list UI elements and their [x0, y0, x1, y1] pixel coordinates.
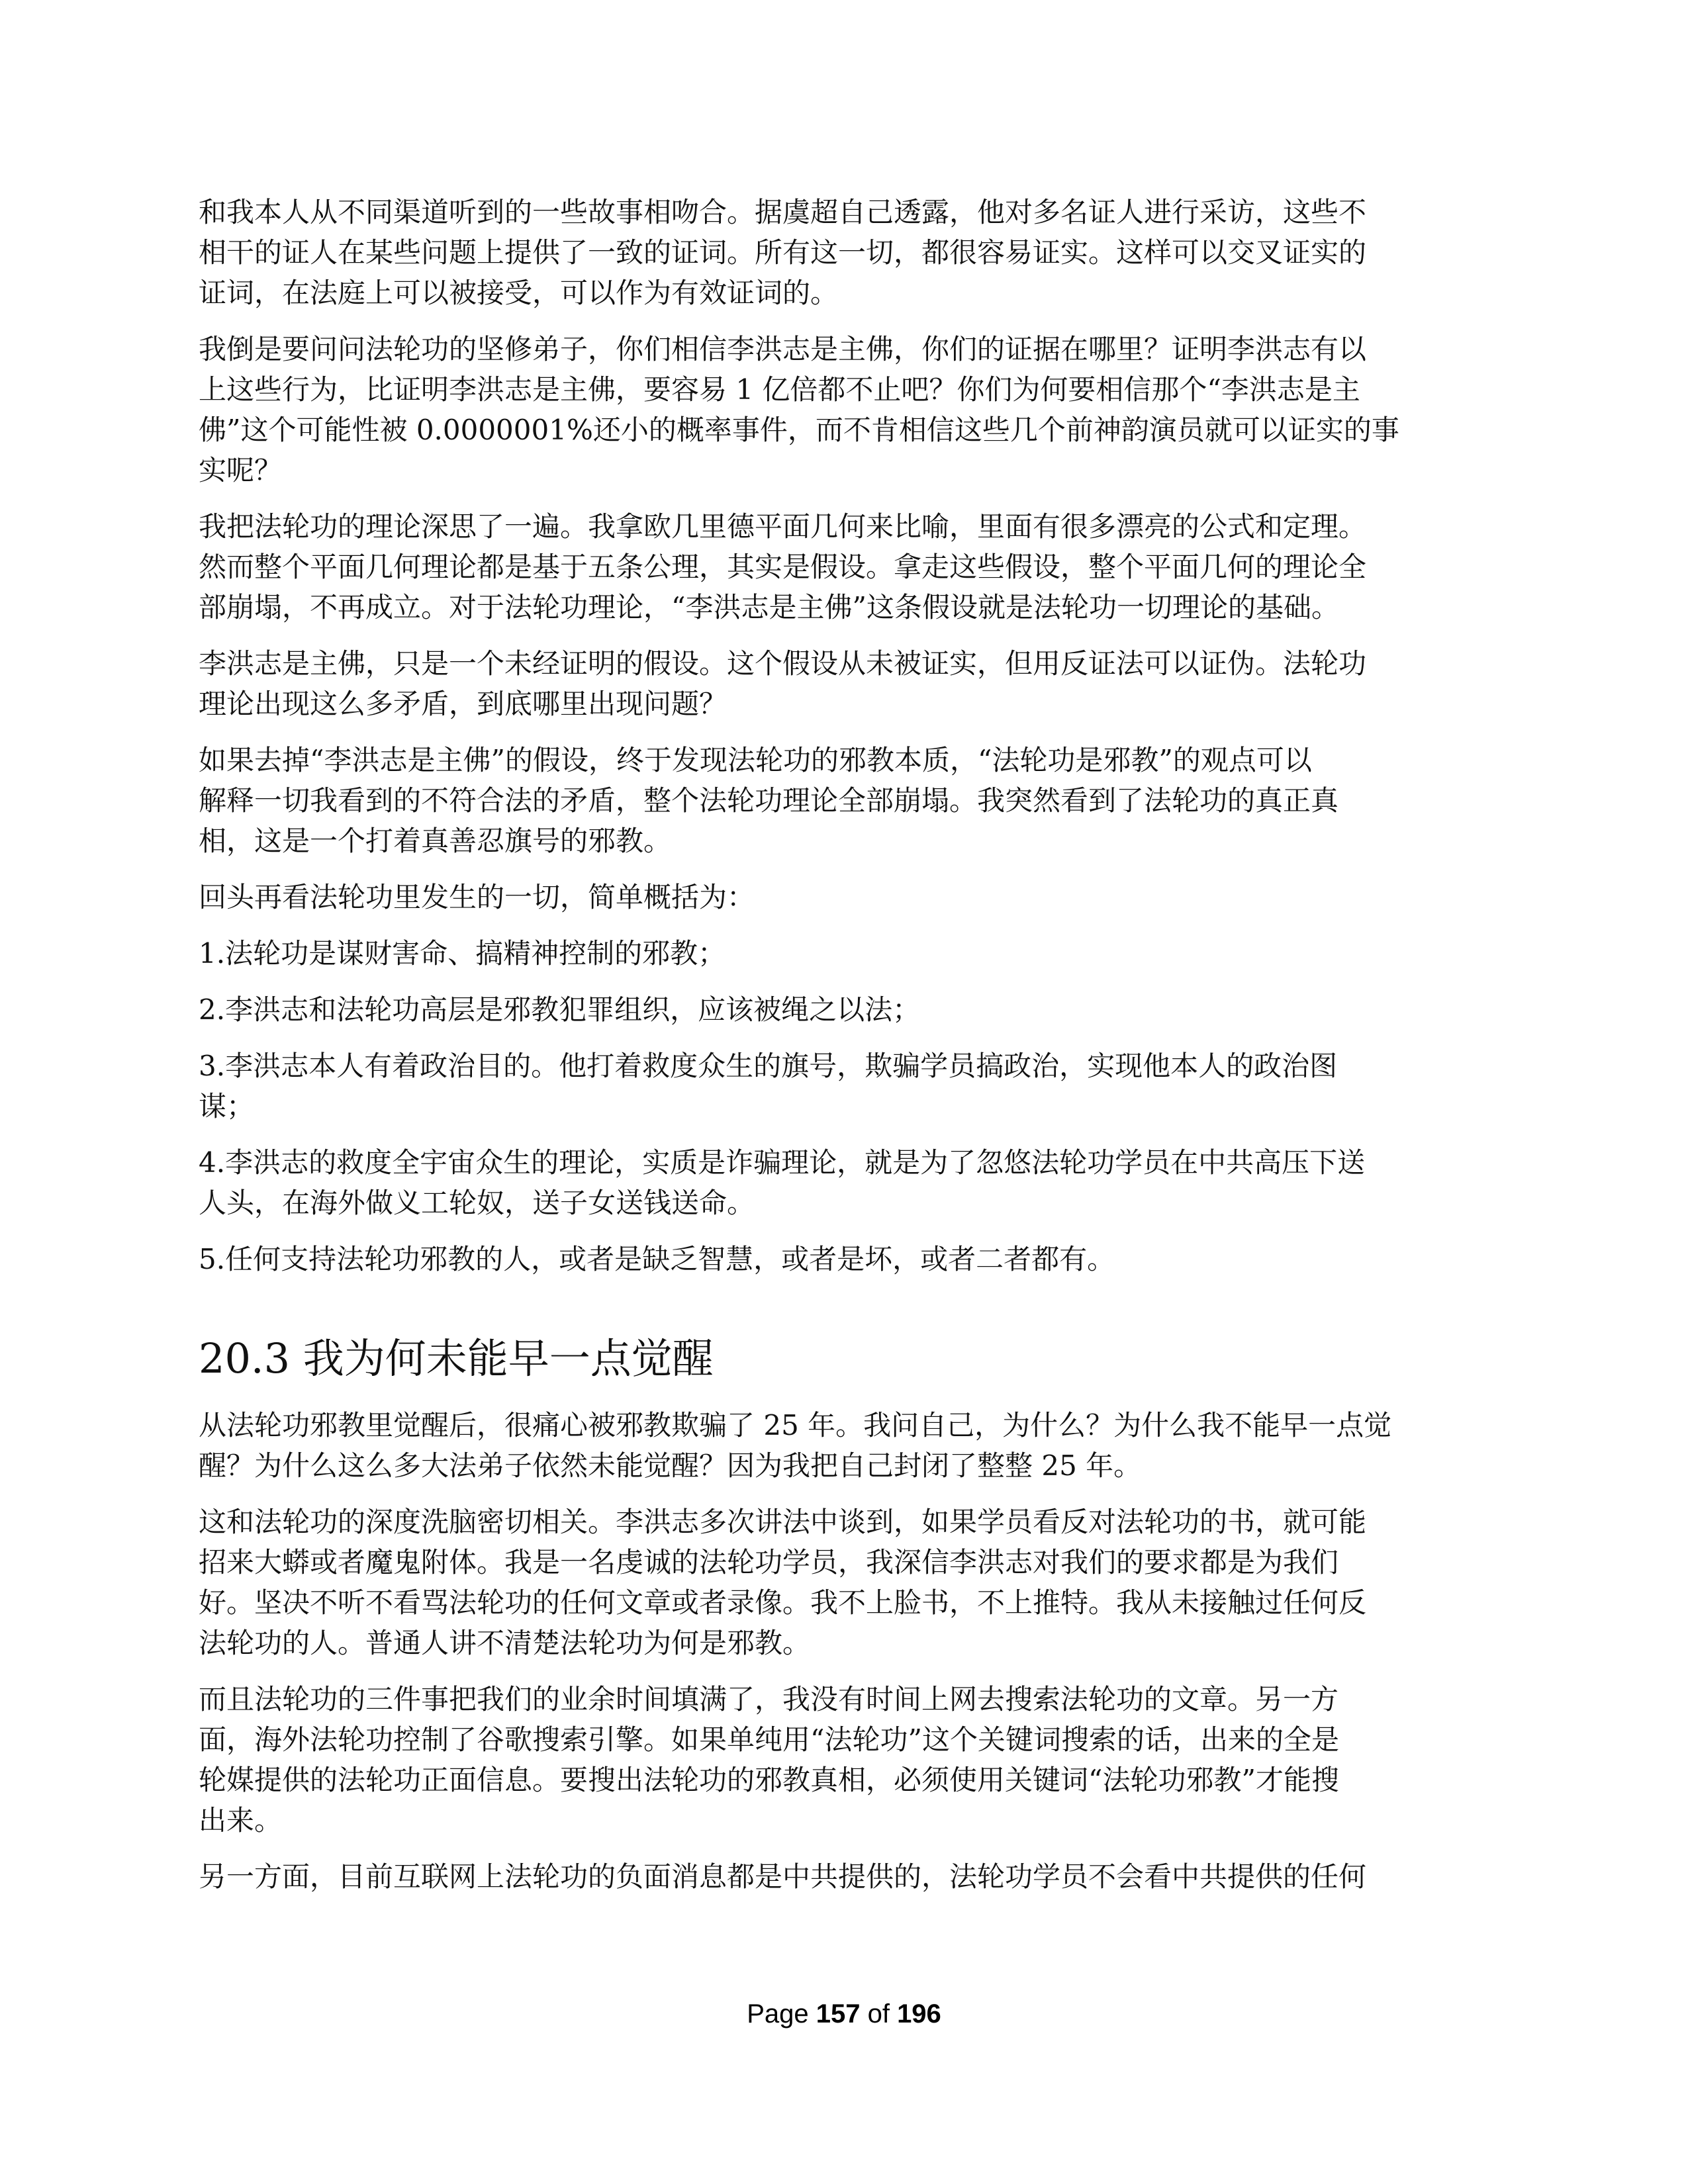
- list-item: 2.李洪志和法轮功高层是邪教犯罪组织，应该被绳之以法；: [199, 993, 921, 1026]
- total-page-count: 196: [897, 1999, 941, 2028]
- paragraph: 另一方面，目前互联网上法轮功的负面消息都是中共提供的，法轮功学员不会看中共提供的任何: [199, 1860, 1367, 1893]
- paragraph: 如果去掉“李洪志是主佛”的假设，终于发现法轮功的邪教本质，“法轮功是邪教”的观点可以 解释一切我看到的不符合法的矛盾，整个法轮功理论全部崩塌。我突然看到了法轮功的真正真 相，这是一个打着真善忍旗号的邪教。: [199, 744, 1339, 857]
- list-item: 3.李洪志本人有着政治目的。他打着救度众生的旗号，欺骗学员搞政治，实现他本人的政治图 谋；: [199, 1050, 1338, 1122]
- page-number-footer: [0, 1997, 1688, 2030]
- list-item: 5.任何支持法轮功邪教的人，或者是缺乏智慧，或者是坏，或者二者都有。: [199, 1243, 1115, 1275]
- list-item: 4.李洪志的救度全宇宙众生的理论，实质是诈骗理论，就是为了忽悠法轮功学员在中共高压下送 人头，在海外做义工轮奴，送子女送钱送命。: [199, 1146, 1366, 1219]
- paragraph: 从法轮功邪教里觉醒后，很痛心被邪教欺骗了 25 年。我问自己，为什么？为什么我不能早一点觉 醒？为什么这么多大法弟子依然未能觉醒？因为我把自己封闭了整整 25 年。: [199, 1409, 1392, 1482]
- paragraph: 我倒是要问问法轮功的坚修弟子，你们相信李洪志是主佛，你们的证据在哪里？证明李洪志有以 上这些行为，比证明李洪志是主佛，要容易 1 亿倍都不止吧？你们为何要相信那个“李洪志是主 佛”这个可能性被 0.0000001%还小的概率事件，而不肯相信这些几个前神韵演员就可以证实的事 实呢？: [199, 333, 1399, 486]
- paragraph: 李洪志是主佛，只是一个未经证明的假设。这个假设从未被证实，但用反证法可以证伪。法轮功 理论出现这么多矛盾，到底哪里出现问题？: [199, 647, 1367, 720]
- section-heading: 20.3 我为何未能早一点觉醒: [199, 1334, 714, 1383]
- page-label: Page: [747, 1999, 816, 2028]
- paragraph: 这和法轮功的深度洗脑密切相关。李洪志多次讲法中谈到，如果学员看反对法轮功的书，就可能 招来大蟒或者魔鬼附体。我是一名虔诚的法轮功学员，我深信李洪志对我们的要求都是为我们 好。坚决不听不看骂法轮功的任何文章或者录像。我不上脸书，不上推特。我从未接触过任何反 法轮功的人。普通人讲不清楚法轮功为何是邪教。: [199, 1506, 1367, 1659]
- document-page: [199, 192, 1503, 1913]
- paragraph: 回头再看法轮功里发生的一切，简单概括为：: [199, 881, 755, 913]
- paragraph: 而且法轮功的三件事把我们的业余时间填满了，我没有时间上网去搜索法轮功的文章。另一方 面，海外法轮功控制了谷歌搜索引擎。如果单纯用“法轮功”这个关键词搜索的话，出来的全是 轮媒提供的法轮功正面信息。要搜出法轮功的邪教真相，必须使用关键词“法轮功邪教”才能搜 出来。: [199, 1683, 1339, 1837]
- paragraph: 我把法轮功的理论深思了一遍。我拿欧几里德平面几何来比喻，里面有很多漂亮的公式和定理。 然而整个平面几何理论都是基于五条公理，其实是假设。拿走这些假设，整个平面几何的理论全 部崩塌，不再成立。对于法轮功理论，“李洪志是主佛”这条假设就是法轮功一切理论的基础。: [199, 510, 1367, 623]
- list-item: 1.法轮功是谋财害命、搞精神控制的邪教；: [199, 937, 726, 970]
- paragraph: 和我本人从不同渠道听到的一些故事相吻合。据虞超自己透露，他对多名证人进行采访，这些不 相干的证人在某些问题上提供了一致的证词。所有这一切，都很容易证实。这样可以交叉证实的 证词，在法庭上可以被接受，可以作为有效证词的。: [199, 196, 1367, 309]
- current-page-number: 157: [816, 1999, 861, 2028]
- page-of-label: of: [860, 1999, 898, 2028]
